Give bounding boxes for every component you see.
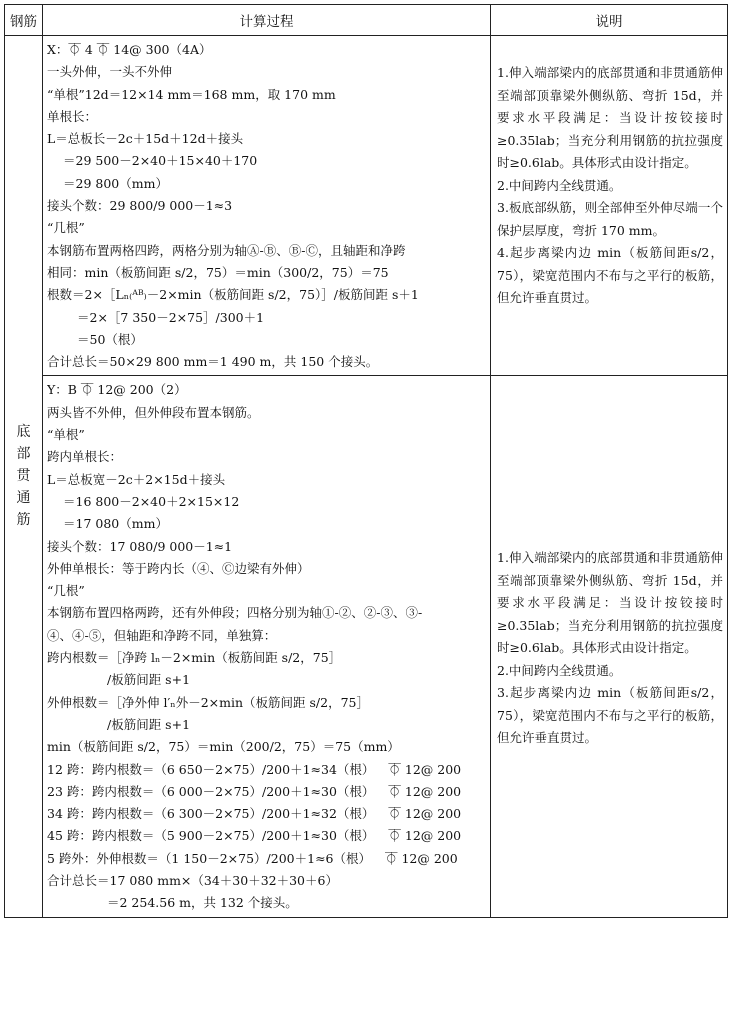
calc-line [47, 217, 486, 239]
calc-line [47, 536, 486, 558]
calc-line [47, 262, 486, 284]
calc-line [47, 195, 486, 217]
calc-line-text: 相同：min（板筋间距 s/2，75）＝min（300/2，75）＝75 [47, 264, 389, 280]
rebar-name-cell [5, 36, 43, 918]
calc-line [47, 602, 486, 624]
calc-line-text: ④、④-⑤，但轴距和净跨不同，单独算： [47, 627, 277, 643]
calc-line [47, 558, 486, 580]
calc-line-text: “几根” [47, 220, 85, 236]
note-item: 4.起步离梁内边 min（板筋间距s/2，75），梁宽范围内不布与之平行的板筋，但允许垂直贯过。 [497, 245, 723, 305]
header-notes: 说明 [491, 5, 728, 36]
header-process: 计算过程 [43, 5, 491, 36]
calc-line-text: min（板筋间距 s/2，75）＝min（200/2，75）＝75（mm） [47, 739, 400, 755]
calc-line [47, 379, 486, 401]
calc-cell-y [43, 376, 491, 917]
rebar-spec: ⏁ 12@ 200 [385, 850, 458, 866]
calc-line-text: 34 跨：跨内根数＝（6 300－2×75）/200＋1≈32（根） [47, 806, 375, 822]
calc-line [47, 848, 486, 870]
calc-line-text: L＝总板长－2c＋15d＋12d＋接头 [47, 131, 244, 147]
calc-line-text: 12 跨：跨内根数＝（6 650－2×75）/200＋1≈34（根） [47, 761, 375, 777]
rebar-spec: ⏁ 12@ 200 [388, 761, 462, 777]
calc-line [47, 491, 486, 513]
calc-line [47, 150, 486, 172]
calc-line-text: 外伸根数＝［净外伸 l′ₙ外－2×min（板筋间距 s/2，75］ [47, 694, 370, 710]
calc-line-text: 23 跨：跨内根数＝（6 000－2×75）/200＋1≈30（根） [47, 783, 375, 799]
calc-line-text: 外伸单根长：等于跨内长（④、Ⓒ边梁有外伸） [47, 560, 310, 576]
calc-line [47, 825, 486, 847]
rebar-spec: ⏁ 12@ 200 [388, 783, 462, 799]
calc-line [47, 39, 486, 61]
calc-table [4, 4, 728, 918]
calc-line-text: 接头个数：17 080/9 000－1≈1 [47, 538, 233, 554]
calc-line-text: 跨内根数＝［净跨 lₙ－2×min（板筋间距 s/2，75］ [47, 650, 342, 666]
calc-line [47, 284, 486, 306]
calc-line [47, 759, 486, 781]
calc-line [47, 736, 486, 758]
notes-x [491, 36, 727, 310]
rebar-spec: ⏁ 12@ 200 [388, 828, 462, 844]
note-item: 2.中间跨内全线贯通。 [497, 662, 622, 678]
calc-line-text: 合计总长＝17 080 mm×（34＋30＋32＋30＋6） [47, 872, 338, 888]
note-item: 1.伸入端部梁内的底部贯通和非贯通筋伸至端部顶靠梁外侧纵筋、弯折 15d，并要求水平段满足：当设计按铰接时≥0.35lab；当充分利用钢筋的抗拉强度时≥0.6lab。具体形式由设计指定。 [497, 65, 723, 170]
calc-line [47, 307, 486, 329]
calc-line-text: X：⏁ 4 ⏁ 14@ 300（4A） [47, 42, 212, 57]
calc-line-text: 一头外伸，一头不外伸 [47, 64, 173, 80]
calc-line-text: 根数＝2×［Lₙ₍ᴬᴮ₎－2×min（板筋间距 s/2，75）］/板筋间距 s＋1 [47, 287, 419, 303]
calc-line [47, 469, 486, 491]
row-y [5, 376, 728, 917]
calc-line-text: 5 跨外：外伸根数＝（1 150－2×75）/200＋1≈6（根） [47, 850, 371, 866]
calc-lines-y [43, 376, 490, 916]
calc-line [47, 714, 486, 736]
calc-line-text: 接头个数：29 800/9 000－1≈3 [47, 198, 233, 214]
calc-lines-x [43, 36, 490, 375]
calc-line-text: 两头皆不外伸，但外伸段布置本钢筋。 [47, 404, 260, 420]
calc-line [47, 106, 486, 128]
header-row [5, 5, 728, 36]
calc-line [47, 870, 486, 892]
rebar-spec: ⏁ 12@ 200 [388, 806, 462, 822]
calc-line [47, 580, 486, 602]
calc-line [47, 61, 486, 83]
calc-line-text: ＝50（根） [77, 331, 143, 347]
header-rebar: 钢筋 [5, 5, 43, 36]
calc-line [47, 128, 486, 150]
calc-line [47, 692, 486, 714]
calc-line-text: “几根” [47, 583, 85, 599]
calc-line [47, 402, 486, 424]
calc-line [47, 781, 486, 803]
calc-line [47, 669, 486, 691]
calc-line [47, 329, 486, 351]
calc-line [47, 803, 486, 825]
calc-line [47, 892, 486, 914]
notes-y [491, 543, 727, 750]
calc-line-text: ＝29 500－2×40＋15×40＋170 [63, 153, 258, 169]
calc-line [47, 173, 486, 195]
calc-line-text: /板筋间距 s+1 [107, 672, 191, 688]
note-item: 3.板底部纵筋，则全部伸至外伸尽端一个保护层厚度，弯折 170 mm。 [497, 200, 723, 238]
calc-line-text: ＝2×［7 350－2×75］/300＋1 [77, 309, 265, 325]
calc-line-text: ＝2 254.56 m，共 132 个接头。 [107, 895, 298, 911]
calc-line [47, 625, 486, 647]
note-item: 2.中间跨内全线贯通。 [497, 177, 622, 193]
calc-line [47, 424, 486, 446]
calc-line-text: ＝16 800－2×40＋2×15×12 [63, 493, 240, 509]
notes-cell-y [491, 376, 728, 917]
calc-line [47, 351, 486, 373]
notes-cell-x [491, 36, 728, 376]
row-x [5, 36, 728, 376]
calc-line [47, 446, 486, 468]
calc-line [47, 647, 486, 669]
calc-line-text: 合计总长＝50×29 800 mm＝1 490 m，共 150 个接头。 [47, 354, 379, 370]
calc-line-text: 本钢筋布置两格四跨，两格分别为轴Ⓐ-Ⓑ、Ⓑ-Ⓒ，且轴距和净跨 [47, 242, 406, 258]
calc-line [47, 513, 486, 535]
calc-line-text: “单根”12d＝12×14 mm＝168 mm，取 170 mm [47, 86, 336, 102]
note-item: 3.起步离梁内边 min（板筋间距s/2，75），梁宽范围内不布与之平行的板筋，但允许垂直贯过。 [497, 685, 723, 746]
calc-line-text: 本钢筋布置四格两跨，还有外伸段；四格分别为轴①-②、②-③、③- [47, 605, 423, 621]
calc-line-text: 跨内单根长： [47, 449, 123, 465]
note-item: 1.伸入端部梁内的底部贯通和非贯通筋伸至端部顶靠梁外侧纵筋、弯折 15d，并要求水平段满足：当设计按铰接时≥0.35lab；当充分利用钢筋的抗拉强度时≥0.6lab。具体形式由设计指定。 [497, 550, 723, 656]
calc-line-text: “单根” [47, 427, 85, 443]
calc-line-text: L＝总板宽－2c＋2×15d＋接头 [47, 471, 226, 487]
calc-line [47, 240, 486, 262]
calc-line [47, 84, 486, 106]
calc-line-text: 45 跨：跨内根数＝（5 900－2×75）/200＋1≈30（根） [47, 828, 375, 844]
calc-line-text: /板筋间距 s+1 [107, 716, 191, 732]
calc-line-text: ＝29 800（mm） [63, 175, 168, 191]
rebar-name: 底部贯通筋 [16, 424, 31, 529]
calc-line-text: 单根长： [47, 108, 98, 124]
calc-line-text: ＝17 080（mm） [63, 516, 168, 532]
calc-line-text: Y：B ⏁ 12@ 200（2） [47, 382, 187, 398]
calc-cell-x [43, 36, 491, 376]
